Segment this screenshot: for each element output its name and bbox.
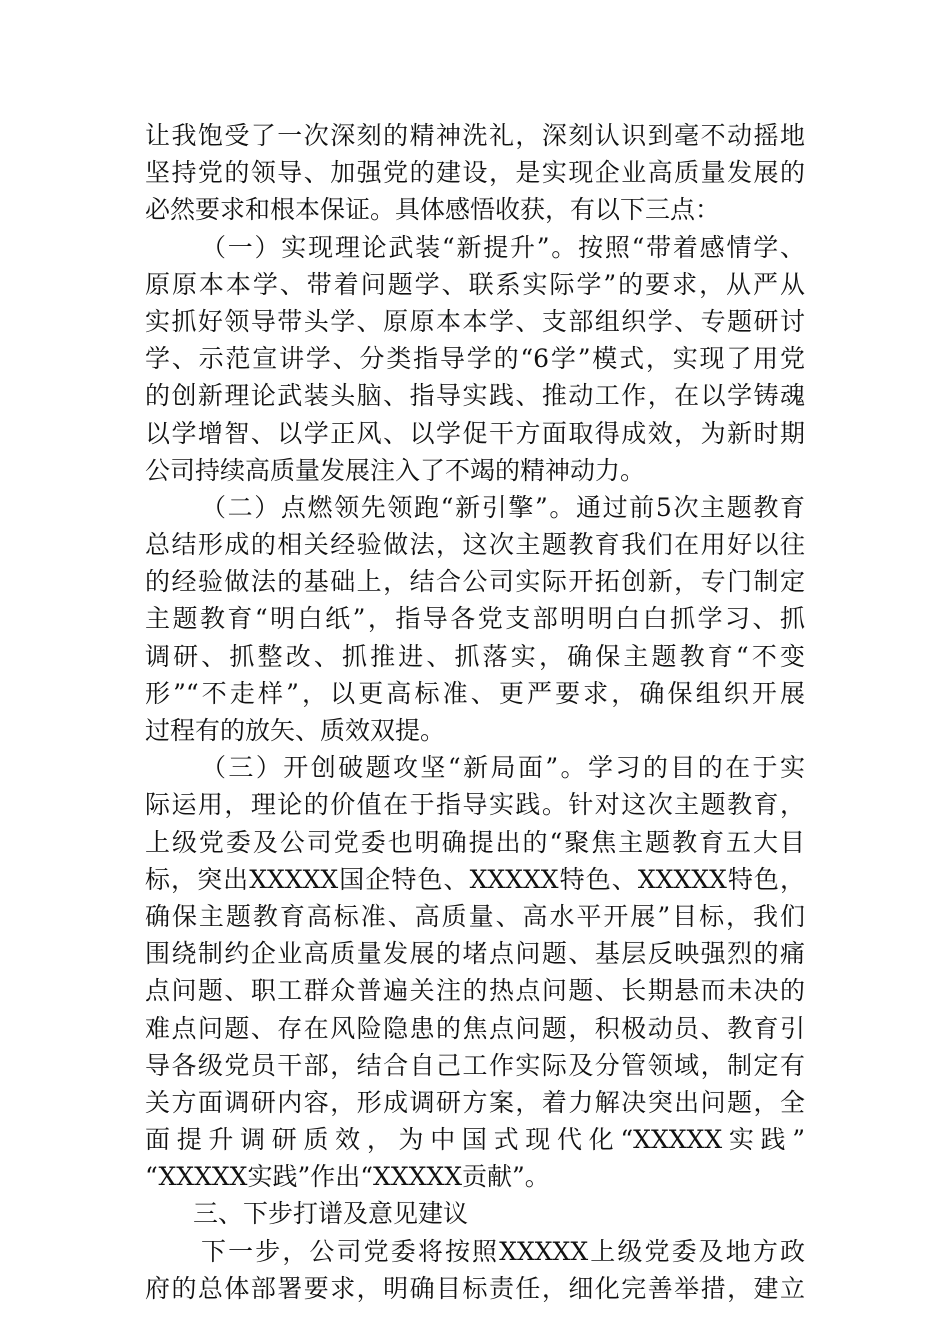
text-line: 必然要求和根本保证。具体感悟收获，有以下三点： [145, 195, 721, 225]
text-line: 导各级党员干部，结合自己工作实际及分管领域，制定有 [145, 1050, 805, 1080]
text-line: 坚持党的领导、加强党的建设，是实现企业高质量发展的 [145, 158, 805, 188]
text-line: 原原本本学、带着问题学、联系实际学”的要求，从严从 [145, 269, 805, 299]
text-line: 确保主题教育高标准、高质量、高水平开展”目标，我们 [145, 901, 805, 931]
text-line: 的创新理论武装头脑、指导实践、推动工作，在以学铸魂 [145, 381, 805, 411]
text-line: 让我饱受了一次深刻的精神洗礼，深刻认识到毫不动摇地 [145, 121, 805, 150]
text-line: 围绕制约企业高质量发展的堵点问题、基层反映强烈的痛 [145, 939, 805, 969]
text-line: 调研、抓整改、抓推进、抓落实，确保主题教育“不变 [145, 641, 805, 671]
text-line: 下一步，公司党委将按照XXXXX上级党委及地方政 [201, 1236, 805, 1266]
text-line: （二）点燃领先领跑“新引擎”。通过前5次主题教育 [201, 492, 805, 522]
text-line: 以学增智、以学正风、以学促干方面取得成效，为新时期 [145, 418, 805, 448]
document-body [145, 117, 805, 1307]
text-line: 府的总体部署要求，明确目标责任，细化完善举措，建立 [145, 1273, 805, 1303]
text-line: “XXXXX实践”作出“XXXXX贡献”。 [145, 1162, 550, 1192]
text-line: 过程有的放矢、质效双提。 [145, 716, 446, 745]
text-line: 的经验做法的基础上，结合公司实际开拓创新，专门制定 [145, 567, 805, 597]
text-line: 难点问题、存在风险隐患的焦点问题，积极动员、教育引 [145, 1013, 805, 1043]
section-heading: 三、下步打谱及意见建议 [193, 1199, 469, 1229]
text-line: 实抓好领导带头学、原原本本学、支部组织学、专题研讨 [145, 306, 805, 336]
text-line: 主题教育“明白纸”，指导各党支部明明白白抓学习、抓 [145, 604, 805, 634]
text-line: （一）实现理论武装“新提升”。按照“带着感情学、 [201, 232, 805, 262]
text-line: （三）开创破题攻坚“新局面”。学习的目的在于实 [201, 753, 805, 783]
text-line: 标，突出XXXXX国企特色、XXXXX特色、XXXXX特色， [145, 864, 805, 894]
text-line: 总结形成的相关经验做法，这次主题教育我们在用好以往 [145, 530, 805, 560]
text-line: 形”“不走样”，以更高标准、更严要求，确保组织开展 [145, 678, 805, 708]
text-line: 面提升调研质效，为中国式现代化“XXXXX实践” [145, 1125, 805, 1155]
text-line: 关方面调研内容，形成调研方案，着力解决突出问题，全 [145, 1087, 805, 1117]
text-line: 上级党委及公司党委也明确提出的“聚焦主题教育五大目 [145, 827, 805, 857]
text-line: 点问题、职工群众普遍关注的热点问题、长期悬而未决的 [145, 976, 805, 1006]
text-line: 公司持续高质量发展注入了不竭的精神动力。 [145, 455, 646, 485]
text-line: 学、示范宣讲学、分类指导学的“6学”模式，实现了用党 [145, 344, 805, 374]
text-line: 际运用，理论的价值在于指导实践。针对这次主题教育， [145, 790, 805, 820]
